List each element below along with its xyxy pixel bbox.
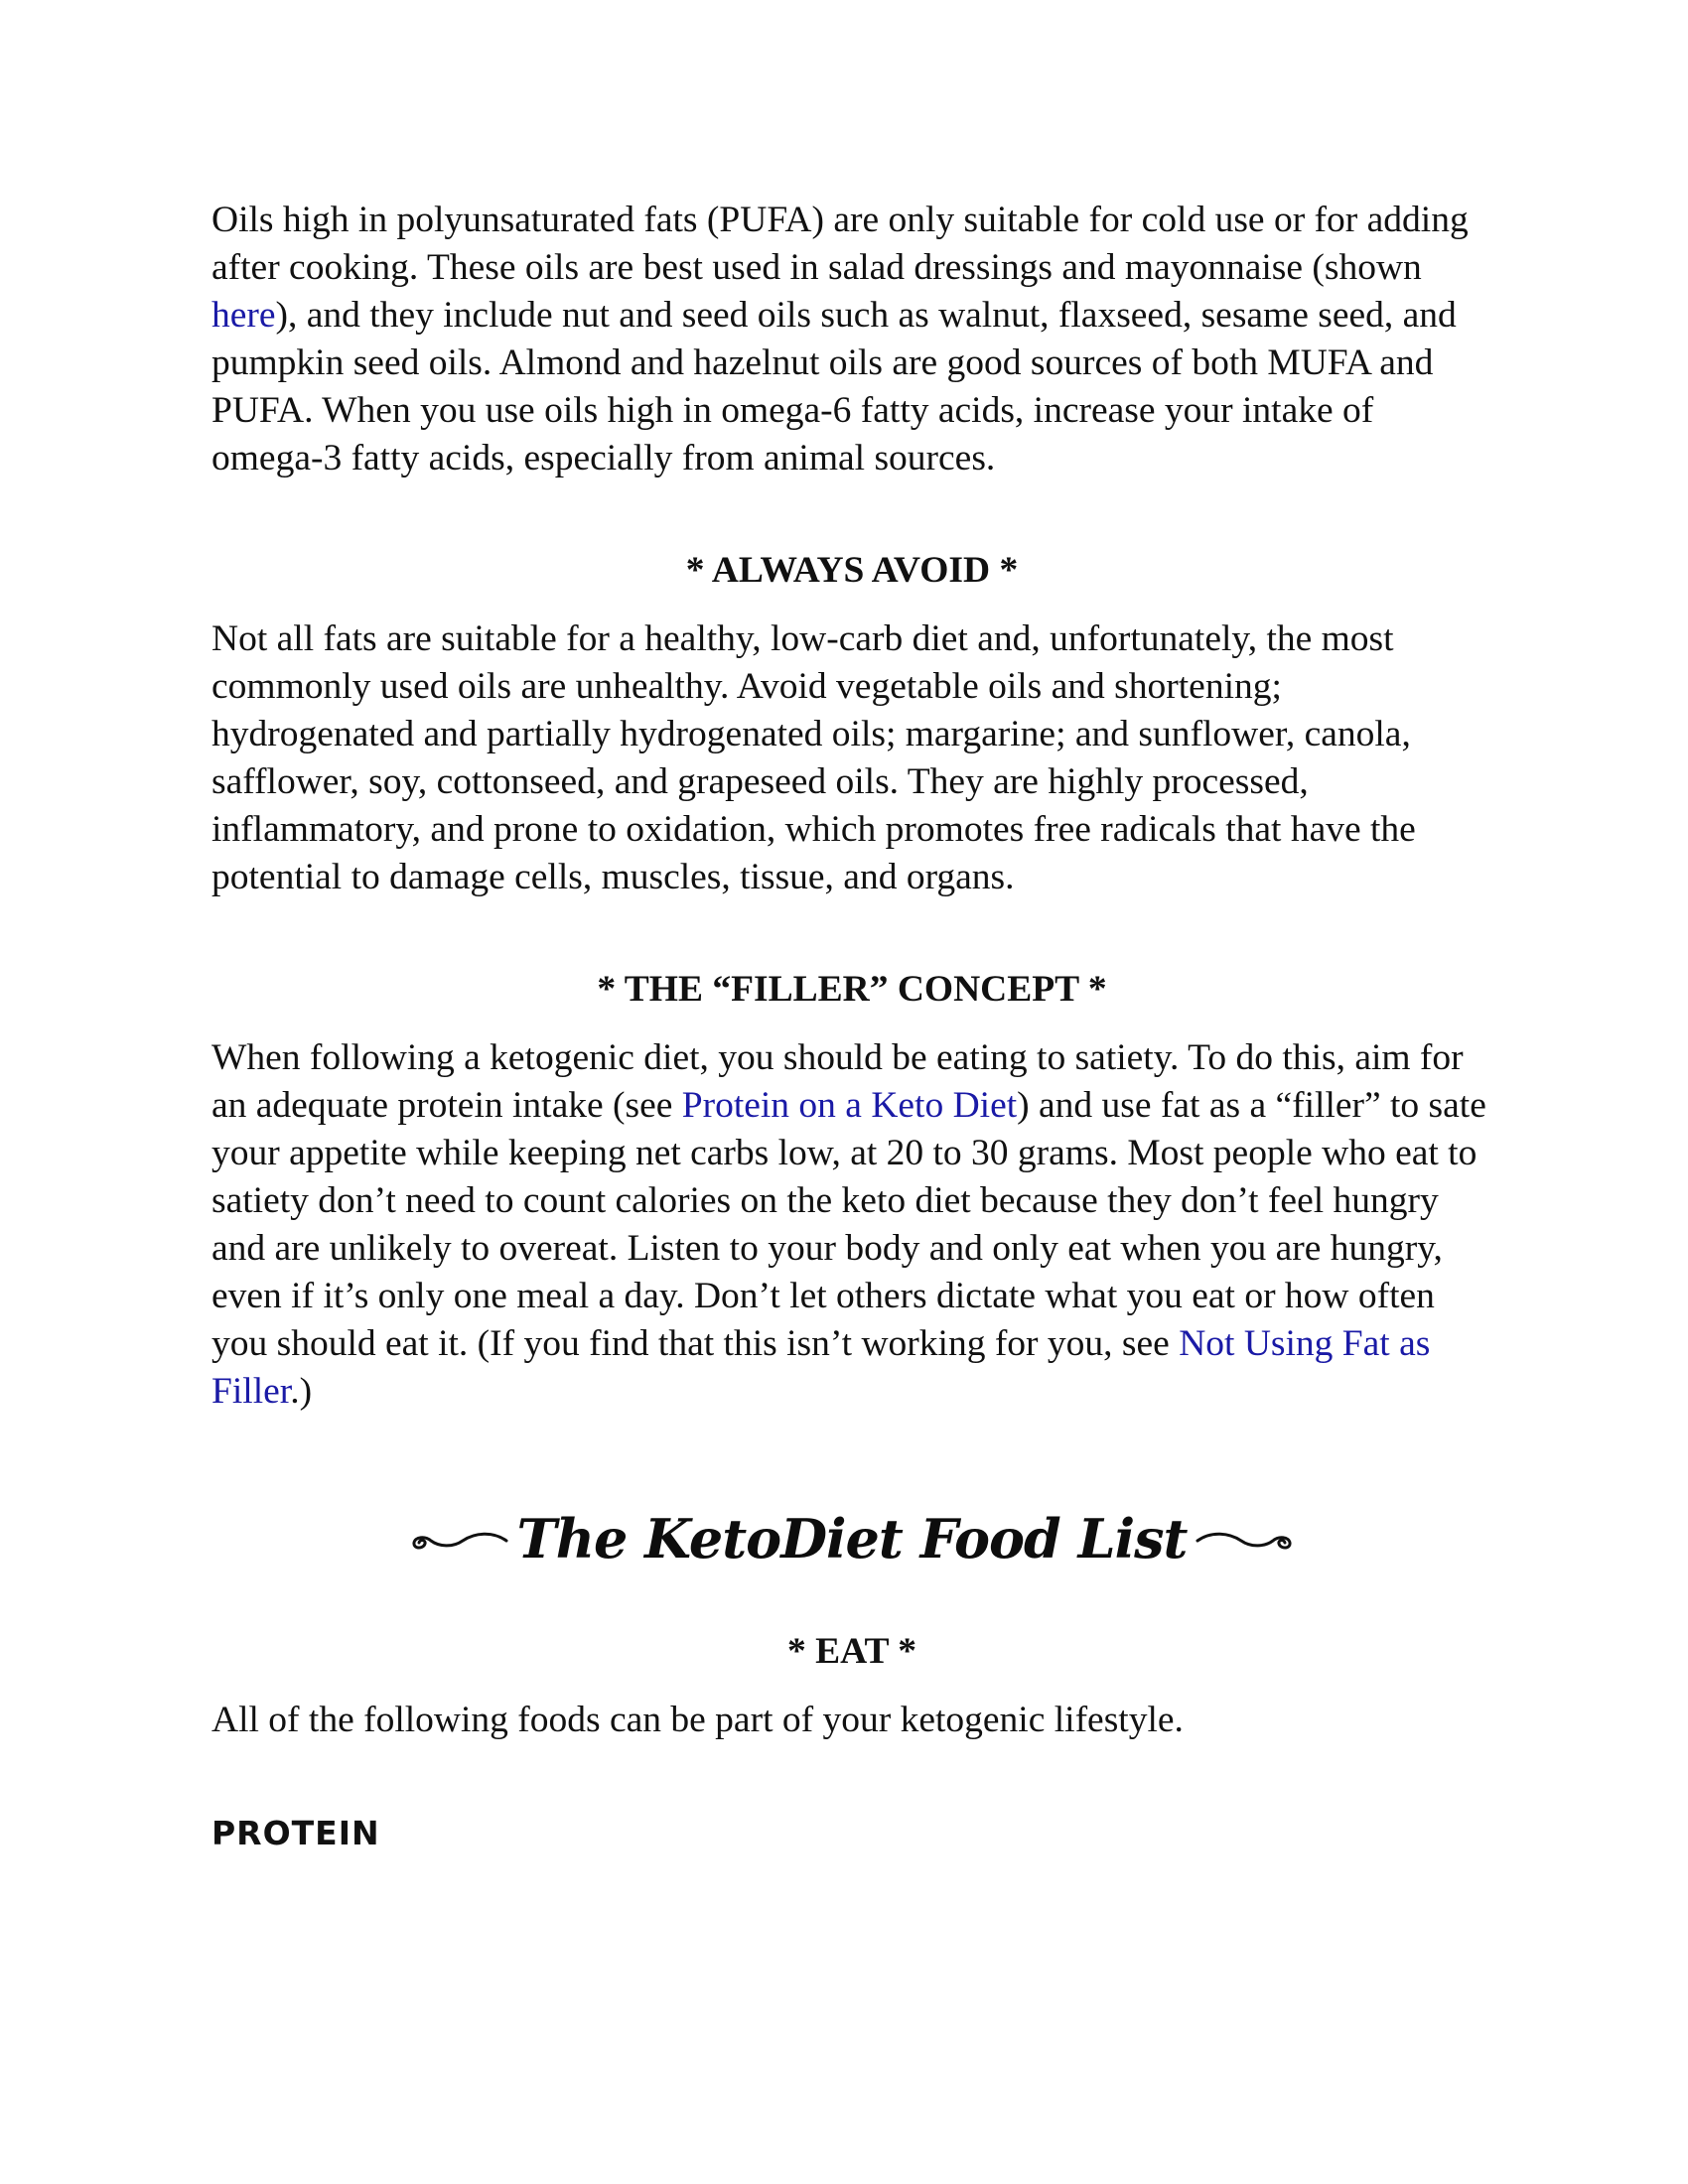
right-flourish-icon xyxy=(1195,1521,1299,1557)
paragraph-pufa-text-1: Oils high in polyunsaturated fats (PUFA) are only suitable for cold use or for adding after cooking. These oils are best used in salad dressings and mayonnaise (shown xyxy=(211,200,1469,288)
paragraph-eat: All of the following foods can be part of your ketogenic lifestyle. xyxy=(211,1700,1184,1740)
filler-text-1: When following a ketogenic diet, you should be eating to satiety. To do this, aim for an adequate protein intake (see xyxy=(211,1037,1464,1126)
document-page xyxy=(211,197,1492,1852)
paragraph-pufa xyxy=(211,197,1492,482)
paragraph-pufa-text-2: ), and they include nut and seed oils such as walnut, flaxseed, sesame seed, and pumpkin seed oils. Almond and hazelnut oils are good sources of both MUFA and PUFA. When you use oils high in omega-6 fatty acids, increase your intake of omega-3 fatty acids, especially from animal sources. xyxy=(211,295,1457,478)
paragraph-filler-concept xyxy=(211,1034,1492,1416)
food-list-banner xyxy=(211,1497,1492,1580)
paragraph-always-avoid: Not all fats are suitable for a healthy, low-carb diet and, unfortunately, the most commonly used oils are unhealthy. Avoid vegetable oils and shortening; hydrogenated and partially hydrogenated oils; margarine; and sunflower, canola, safflower, soy, cottonseed, and grapeseed oils. They are highly processed, inflammatory, and prone to oxidation, which promotes free radicals that have the potential to damage cells, muscles, tissue, and organs. xyxy=(211,618,1416,897)
heading-always-avoid: * ALWAYS AVOID * xyxy=(685,550,1019,591)
heading-filler-concept: * THE “FILLER” CONCEPT * xyxy=(597,969,1107,1010)
heading-eat: * EAT * xyxy=(787,1631,916,1672)
filler-text-2: ) and use fat as a “filler” to sate your appetite while keeping net carbs low, at 20 to 30 grams. Most people who eat to satiety don’t need to count calories on the keto diet because they don’t feel hungry and are unlikely to overeat. Listen to your body and only eat when you are hungry, even if it’s only one meal a day. Don’t let others dictate what you eat or how often you should eat it. (If you find that this isn’t working for you, see xyxy=(211,1085,1486,1364)
not-using-fat-as-filler-link[interactable]: Not Using Fat as Filler xyxy=(211,1323,1431,1412)
filler-text-3: .) xyxy=(290,1371,313,1412)
protein-on-keto-link[interactable]: Protein on a Keto Diet xyxy=(681,1085,1018,1126)
left-flourish-icon xyxy=(405,1521,509,1557)
subheading-protein: PROTEIN xyxy=(211,1814,380,1852)
banner-title: The KetoDiet Food List xyxy=(516,1507,1188,1570)
here-link[interactable]: here xyxy=(211,295,276,336)
